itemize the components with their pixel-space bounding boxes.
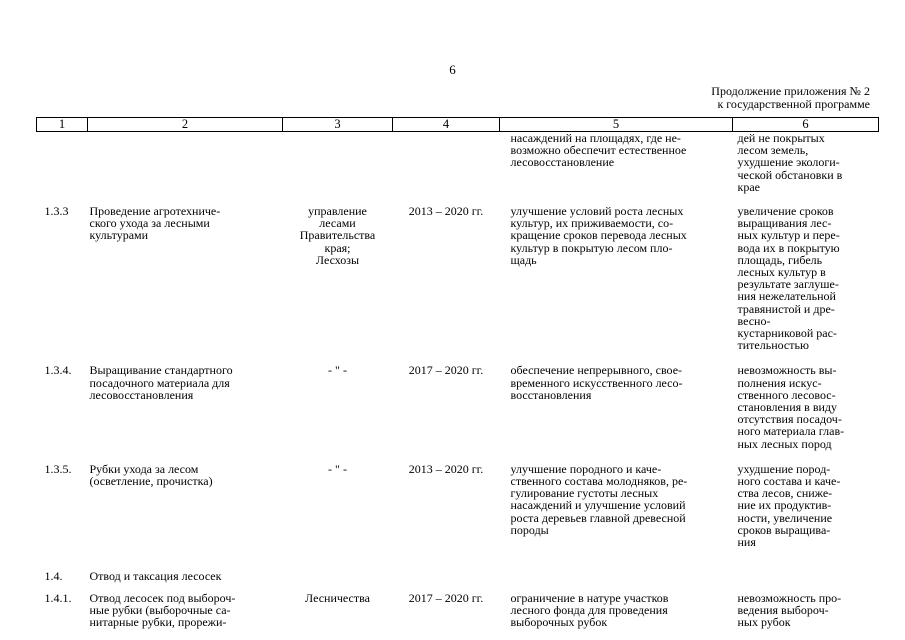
row-activity: Отвод и таксация лесосек <box>89 569 222 584</box>
row-result: улучшение породного и каче- ственного состава молодняков, ре- гулирование густоты лесных насаждений и улучшение условий роста деревьев главной древесной породы <box>510 461 688 537</box>
row-term <box>393 548 500 582</box>
row-activity: Проведение агротехниче- ского ухода за лесными культурами <box>89 204 221 243</box>
row-activity: Рубки ухода за лесом (осветление, прочистка) <box>89 461 213 489</box>
appendix-note <box>711 85 870 110</box>
row-term: 2017 – 2020 гг. <box>408 590 484 605</box>
row-executor: Лесничества <box>305 590 370 605</box>
row-executor <box>283 548 393 582</box>
row-term: 2013 – 2020 гг. <box>408 461 484 476</box>
row-risk: ухудшение пород- ного состава и каче- ства лесов, сниже- ние их продуктив- ности, увеличение сроков выращива- ния <box>737 461 841 550</box>
column-header-4: 4 <box>393 118 500 132</box>
row-number: 1.3.3 <box>44 204 69 219</box>
row-term: 2013 – 2020 гг. <box>408 204 484 219</box>
row-result: насаждений на площадях, где не- возможно обеспечит естественное лесовосстановление <box>510 131 687 170</box>
row-activity: Отвод лесосек под выбороч- ные рубки (выборочные са- нитарные рубки, прорежи- <box>89 590 236 629</box>
row-risk <box>733 548 879 582</box>
table-row <box>37 132 879 194</box>
row-risk: увеличение сроков выращивания лес- ных культур и пере- вода их в покрытую площадь, гибель лесных культур в результате заглуше- ния нежелательной травянистой и дре- весно- кустарниковой рас- тительностью <box>737 204 840 353</box>
row-term <box>393 132 500 194</box>
row-result: улучшение условий роста лесных культур, их приживаемости, со- кращение сроков перевода лесных культур в покрытую лесом пло- щадь <box>510 204 687 267</box>
column-header-3: 3 <box>283 118 393 132</box>
row-number: 1.4.1. <box>44 590 72 605</box>
column-header-6: 6 <box>733 118 879 132</box>
row-activity: Выращивание стандартного посадочного материала для лесовосстановления <box>89 363 233 402</box>
appendix-line-2: к государственной программе <box>717 96 870 111</box>
appendix-line-1: Продолжение приложения № 2 <box>711 84 870 98</box>
table-row <box>37 583 879 629</box>
column-header-5: 5 <box>500 118 733 132</box>
row-risk: дей не покрытых лесом земель, ухудшение экологи- ческой обстановки в крае <box>737 131 843 194</box>
table-header-row <box>37 118 879 132</box>
row-risk: невозможность вы- полнения искус- ственного лесовос- становления в виду отсутствия посадоч- ного материала глав- ных лесных пород <box>737 363 845 451</box>
column-header-1: 1 <box>37 118 88 132</box>
row-risk: невозможность про- ведения выбороч- ных рубок <box>737 590 842 629</box>
row-term: 2017 – 2020 гг. <box>408 363 484 378</box>
row-result: обеспечение непрерывного, свое- временного искусственного лесо- восстановления <box>510 363 683 402</box>
program-table <box>36 117 879 628</box>
table-row <box>37 450 879 548</box>
row-executor: - " - <box>328 363 347 378</box>
row-result: ограничение в натуре участков лесного фонда для проведения выборочных рубок <box>510 590 669 629</box>
row-executor <box>283 132 393 194</box>
table-row <box>37 548 879 582</box>
table-row <box>37 193 879 351</box>
row-number <box>37 132 88 194</box>
row-result <box>500 548 733 582</box>
row-number: 1.3.4. <box>44 363 72 378</box>
row-executor: управление лесами Правительства края; Лесхозы <box>299 204 376 267</box>
row-number: 1.3.5. <box>44 461 72 476</box>
table-row <box>37 351 879 449</box>
row-executor: - " - <box>328 461 347 476</box>
row-number: 1.4. <box>44 569 63 584</box>
page-number: 6 <box>449 62 456 77</box>
row-activity <box>88 132 283 194</box>
column-header-2: 2 <box>88 118 283 132</box>
